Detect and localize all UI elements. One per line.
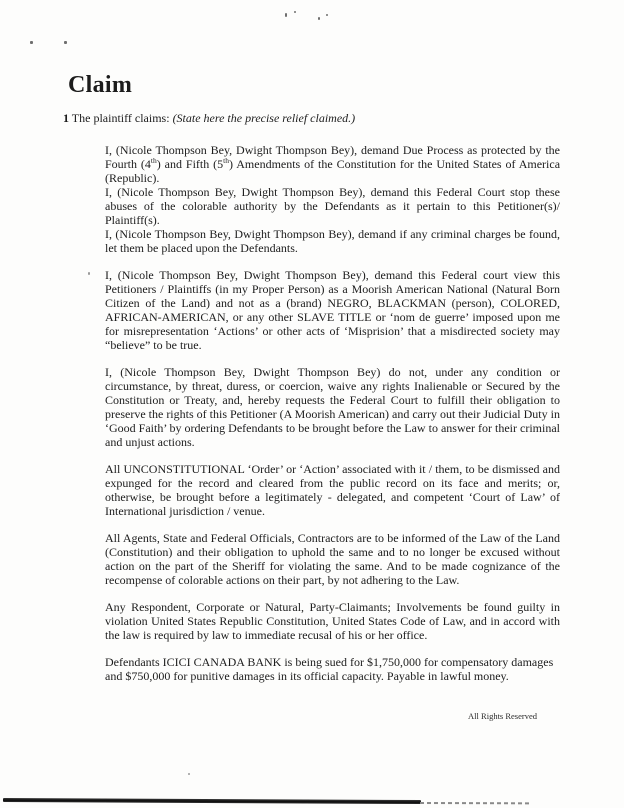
scan-edge-dashes-artifact <box>420 802 530 804</box>
claim-paragraph: Any Respondent, Corporate or Natural, Party-Claimants; Involvements be found guilty in violation United States Republic Constitution, United States Code of Law, and in accord with the law is required by law to immediate recusal of his or her office. <box>105 600 560 642</box>
claim-paragraph: All Agents, State and Federal Officials, Contractors are to be informed of the Law of the Land (Constitution) and their obligation to uphold the same and to no longer be excused without action on the part of the Sheriff for violating the same. And to be made cognizance of the recompense of colorable actions on their part, by not adhering to the Law. <box>105 531 560 587</box>
scan-speck-artifact <box>318 17 320 20</box>
claim-paragraph: I, (Nicole Thompson Bey, Dwight Thompson Bey), demand this Federal court view this Petitioners / Plaintiffs (in my Proper Person) as a Moorish American National (Natural Born Citizen of the Land) and not as a (brand) NEGRO, BLACKMAN (person), COLORED, AFRICAN-AMERICAN, or any other SLAVE TITLE or ‘nom de guerre’ imposed upon me for misrepresentation ‘Actions’ or other acts of ‘Misprision’ that a misdirected society may “believe” to be true. <box>105 268 560 352</box>
scan-speck-artifact <box>285 13 287 17</box>
claim-paragraph: I, (Nicole Thompson Bey, Dwight Thompson Bey), demand if any criminal charges be found, let them be placed upon the Defendants. <box>105 227 560 255</box>
claim-number: 1 <box>63 111 69 125</box>
claim-intro-line <box>63 111 624 125</box>
scan-speck-artifact <box>326 14 328 16</box>
spaced-claims-group <box>105 268 560 642</box>
rights-notice: All Rights Reserved <box>468 711 537 721</box>
claim-paragraph-text: ) and Fifth (5 <box>156 157 224 171</box>
claim-paragraph-damages: Defendants ICICI CANADA BANK is being sued for $1,750,000 for compensatory damages and $750,000 for punitive damages in its official capacity. Payable in lawful money. <box>105 655 554 683</box>
scan-speck-artifact <box>64 41 67 44</box>
scan-edge-artifact <box>3 798 421 804</box>
scan-speck-artifact <box>88 272 90 275</box>
claim-paragraph: I, (Nicole Thompson Bey, Dwight Thompson Bey), demand this Federal Court stop these abuses of the colorable authority by the Defendants as it pertain to this Petitioner(s)/ Plaintiff(s). <box>105 185 560 227</box>
claim-paragraph: I, (Nicole Thompson Bey, Dwight Thompson Bey) do not, under any condition or circumstance, by threat, duress, or coercion, waive any rights Inalienable or Secured by the Constitution or Treaty, and, hereby requests the Federal Court to fulfill their obligation to preserve the rights of this Petitioner (A Moorish American) and carry out their Judicial Duty in ‘Good Faith’ by ordering Defendants to be brought before the Law to answer for their criminal and unjust actions. <box>105 365 560 449</box>
ordinal-superscript: th <box>223 156 229 165</box>
claim-form-note: (State here the precise relief claimed.) <box>172 111 356 125</box>
claim-paragraph <box>105 143 560 185</box>
contiguous-claims-group <box>105 185 560 255</box>
claim-paragraph-text: I, (Nicole Thompson Bey, Dwight Thompson Bey), demand Due Process as protected by the Fourth (4 <box>105 143 560 171</box>
scan-speck-artifact <box>188 773 190 775</box>
scan-speck-artifact <box>294 11 296 13</box>
scan-speck-artifact <box>30 41 33 44</box>
claim-paragraph-text: ) Amendments of the Constitution for the United States of America (Republic). <box>105 157 561 185</box>
page-title: Claim <box>68 72 133 98</box>
claim-label: The plaintiff claims: <box>71 111 170 125</box>
claims-body <box>105 143 560 683</box>
claim-paragraph: All UNCONSTITUTIONAL ‘Order’ or ‘Action’ associated with it / them, to be dismissed and expunged for the record and cleared from the public record on its face and merits; or, otherwise, be brought before a legitimately - delegated, and competent ‘Court of Law’ of International jurisdiction / venue. <box>105 462 560 518</box>
ordinal-superscript: th <box>150 156 157 165</box>
